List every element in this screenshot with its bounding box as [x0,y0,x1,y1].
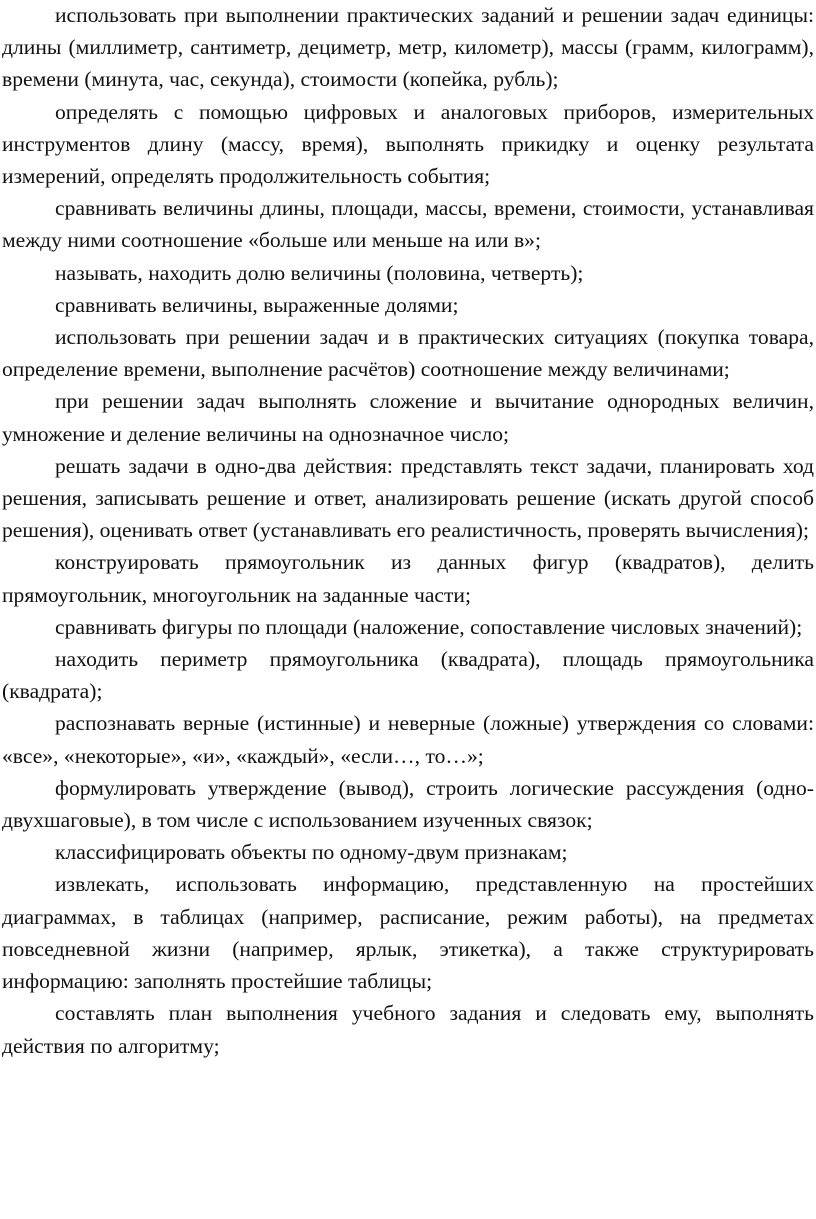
paragraph-practical-situations: использовать при решении задач и в практических ситуациях (покупка товара, определение времени, выполнение расчётов) соотношение между величинами; [2,325,814,382]
paragraph-extract-information: извлекать, использовать информацию, представленную на простейших диаграммах, в таблицах (например, расписание, режим работы), на предметах повседневной жизни (например, ярлык, этикетка), а также структурировать информацию: заполнять простейшие таблицы; [2,872,814,994]
paragraph-units: использовать при выполнении практических заданий и решении задач единицы: длины (миллиметр, сантиметр, дециметр, метр, километр), массы (грамм, килограмм), времени (минута, час, секунда), стоимости (копейка, рубль); [2,3,814,92]
paragraph-arithmetic-quantities: при решении задач выполнять сложение и вычитание однородных величин, умножение и деление величины на однозначное число; [2,389,814,446]
paragraph-plan-algorithm: составлять план выполнения учебного задания и следовать ему, выполнять действия по алгоритму; [2,1001,814,1058]
paragraph-construct-rectangle: конструировать прямоугольник из данных фигур (квадратов), делить прямоугольник, многоугольник на заданные части; [2,550,814,607]
paragraph-measure: определять с помощью цифровых и аналоговых приборов, измерительных инструментов длину (массу, время), выполнять прикидку и оценку результата измерений, определять продолжительность события; [2,99,814,189]
paragraph-fraction-of-quantity: называть, находить долю величины (половина, четверть); [55,260,584,285]
paragraph-perimeter-area: находить периметр прямоугольника (квадрата), площадь прямоугольника (квадрата); [2,647,814,704]
paragraph-compare-area: сравнивать фигуры по площади (наложение, сопоставление числовых значений); [55,614,803,639]
paragraph-classify-objects: классифицировать объекты по одному-двум признакам; [55,840,568,865]
paragraph-solve-problems: решать задачи в одно-два действия: представлять текст задачи, планировать ход решения, записывать решение и ответ, анализировать решение (искать другой способ решения), оценивать ответ (устанавливать его реалистичность, проверять вычисления); [2,453,814,543]
paragraph-logical-reasoning: формулировать утверждение (вывод), строить логические рассуждения (одно-двухшаговые), в том числе с использованием изученных связок; [2,775,814,833]
paragraph-true-false-statements: распознавать верные (истинные) и неверные (ложные) утверждения со словами: «все», «некоторые», «и», «каждый», «если…, то…»; [2,711,814,768]
paragraph-compare-fractions: сравнивать величины, выраженные долями; [55,292,459,317]
paragraph-compare-quantities: сравнивать величины длины, площади, массы, времени, стоимости, устанавливая между ними соотношение «больше или меньше на или в»; [2,196,814,253]
